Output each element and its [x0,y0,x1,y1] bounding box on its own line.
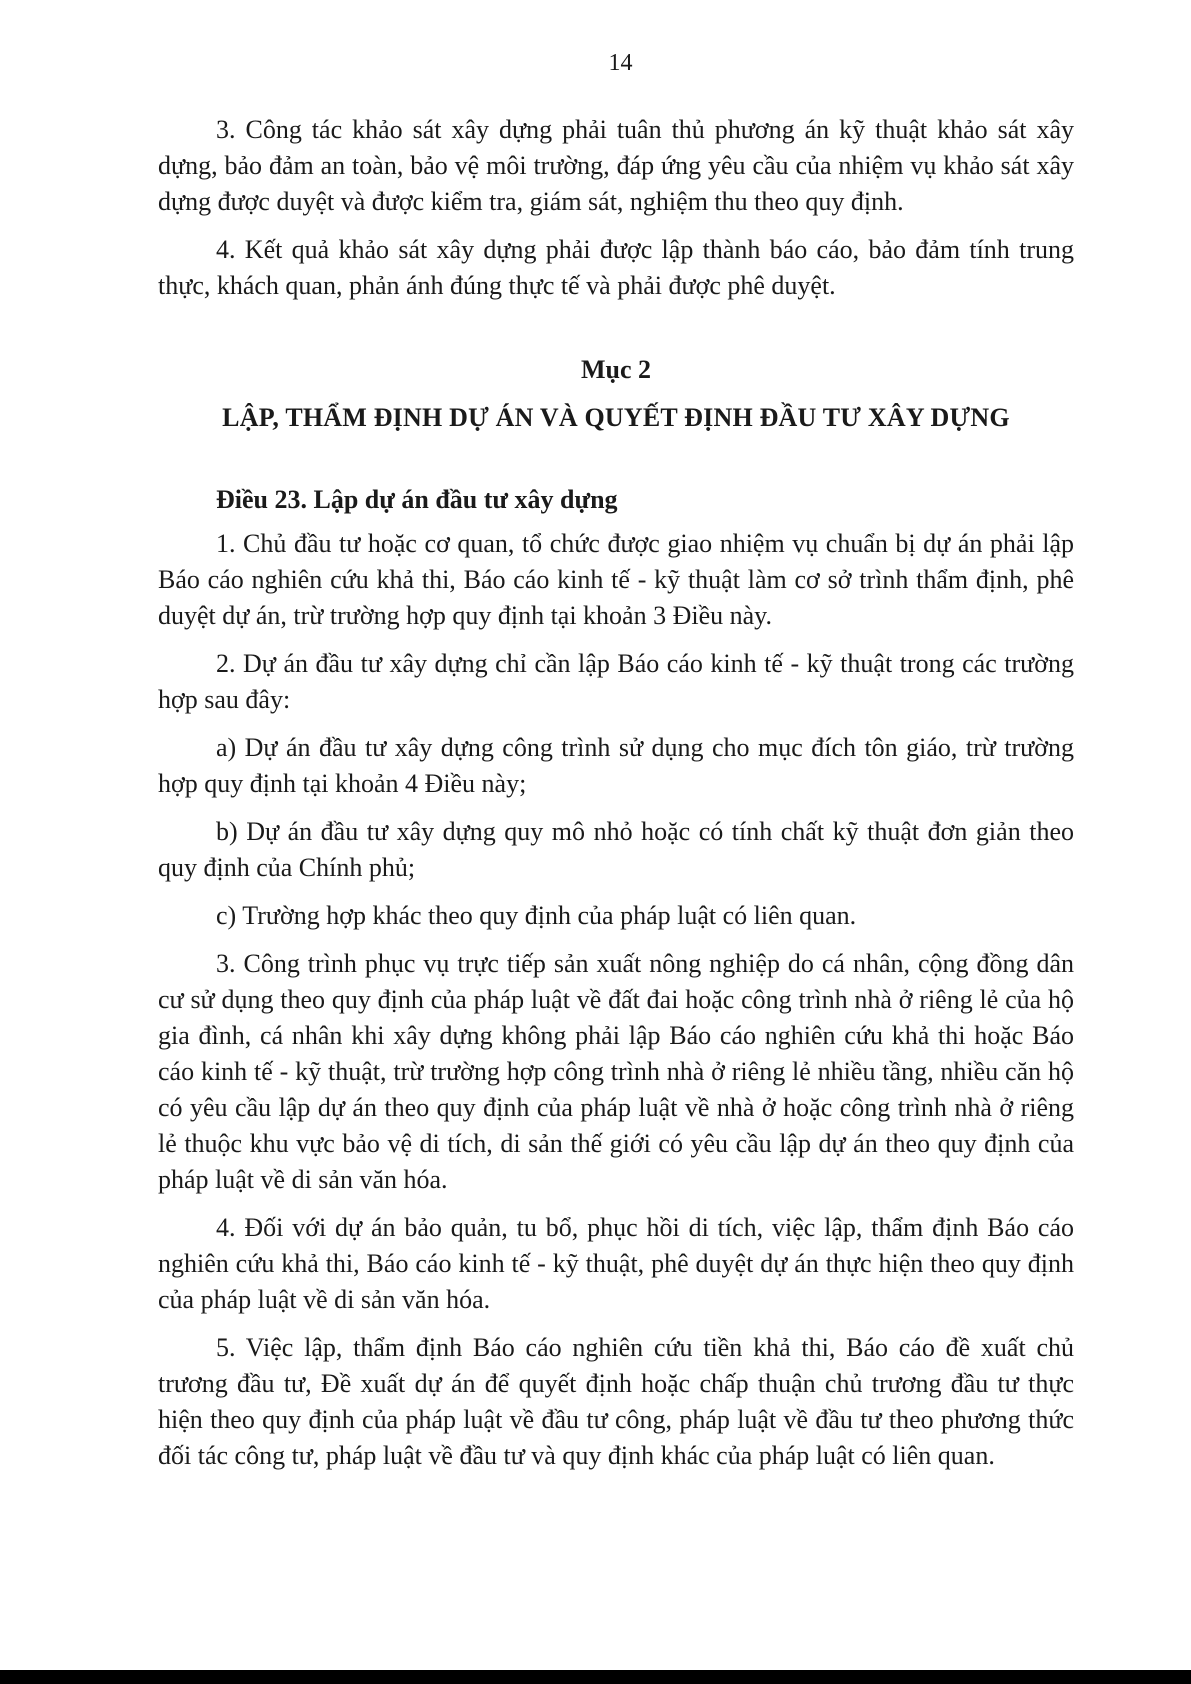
article-paragraph: c) Trường hợp khác theo quy định của pháp luật có liên quan. [216,901,857,930]
section-title: LẬP, THẨM ĐỊNH DỰ ÁN VÀ QUYẾT ĐỊNH ĐẦU TƯ XÂY DỰNG [222,403,1010,432]
scan-edge-bar [0,1670,1191,1684]
section-heading [158,352,1074,436]
article-paragraph: 1. Chủ đầu tư hoặc cơ quan, tổ chức được giao nhiệm vụ chuẩn bị dự án phải lập Báo cáo nghiên cứu khả thi, Báo cáo kinh tế - kỹ thuật làm cơ sở trình thẩm định, phê duyệt dự án, trừ trường hợp quy định tại khoản 3 Điều này. [158,529,1074,630]
article-title: Điều 23. Lập dự án đầu tư xây dựng [216,485,618,514]
page-number: 14 [608,50,633,76]
paragraph-clause-4-survey-results: 4. Kết quả khảo sát xây dựng phải được lập thành báo cáo, bảo đảm tính trung thực, khách quan, phản ánh đúng thực tế và phải được phê duyệt. [158,235,1074,300]
document-body [158,112,1074,1486]
article-paragraph: 5. Việc lập, thẩm định Báo cáo nghiên cứu tiền khả thi, Báo cáo đề xuất chủ trương đầu tư, Đề xuất dự án để quyết định hoặc chấp thuận chủ trương đầu tư thực hiện theo quy định của pháp luật về đầu tư công, pháp luật về đầu tư theo phương thức đối tác công tư, pháp luật về đầu tư và quy định khác của pháp luật có liên quan. [158,1333,1074,1470]
section-label: Mục 2 [580,355,652,384]
article-paragraph: 3. Công trình phục vụ trực tiếp sản xuất nông nghiệp do cá nhân, cộng đồng dân cư sử dụng theo quy định của pháp luật về đất đai hoặc công trình nhà ở riêng lẻ của hộ gia đình, cá nhân khi xây dựng không phải lập Báo cáo nghiên cứu khả thi hoặc Báo cáo kinh tế - kỹ thuật, trừ trường hợp công trình nhà ở riêng lẻ nhiều tầng, nhiều căn hộ có yêu cầu lập dự án theo quy định của pháp luật về nhà ở hoặc công trình nhà ở riêng lẻ thuộc khu vực bảo vệ di tích, di sản thế giới có yêu cầu lập dự án theo quy định của pháp luật về di sản văn hóa. [158,949,1074,1194]
article-paragraph: b) Dự án đầu tư xây dựng quy mô nhỏ hoặc có tính chất kỹ thuật đơn giản theo quy định của Chính phủ; [158,817,1074,882]
paragraph-clause-3-survey: 3. Công tác khảo sát xây dựng phải tuân thủ phương án kỹ thuật khảo sát xây dựng, bảo đảm an toàn, bảo vệ môi trường, đáp ứng yêu cầu của nhiệm vụ khảo sát xây dựng được duyệt và được kiểm tra, giám sát, nghiệm thu theo quy định. [158,115,1074,216]
article-paragraph: 4. Đối với dự án bảo quản, tu bổ, phục hồi di tích, việc lập, thẩm định Báo cáo nghiên cứu khả thi, Báo cáo kinh tế - kỹ thuật, phê duyệt dự án thực hiện theo quy định của pháp luật về di sản văn hóa. [158,1213,1074,1314]
article-paragraph: a) Dự án đầu tư xây dựng công trình sử dụng cho mục đích tôn giáo, trừ trường hợp quy định tại khoản 4 Điều này; [158,733,1074,798]
article-paragraph: 2. Dự án đầu tư xây dựng chỉ cần lập Báo cáo kinh tế - kỹ thuật trong các trường hợp sau đây: [158,649,1074,714]
